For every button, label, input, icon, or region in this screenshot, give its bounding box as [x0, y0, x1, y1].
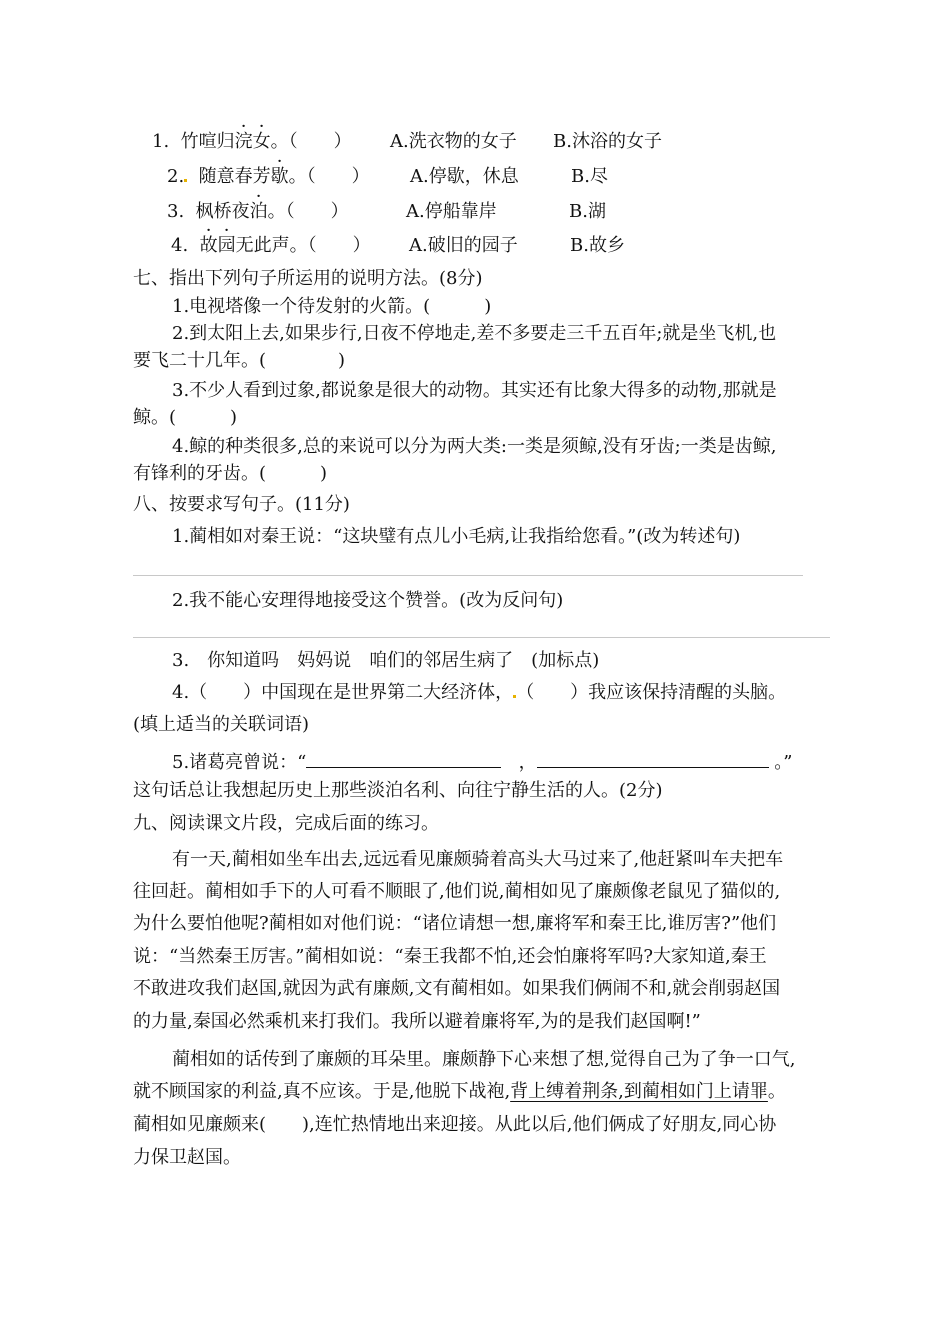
passage-p2-line: 力保卫赵国。 — [133, 1147, 241, 1168]
item-number: 4. — [171, 235, 189, 256]
dotted-char: 浣 — [234, 131, 253, 152]
underlined-sentence: 背上缚着荆条,到蔺相如门上请罪 — [510, 1081, 768, 1102]
q6-item-2 — [167, 165, 370, 189]
item-number: 1. — [152, 131, 170, 152]
option-b: B.沐浴的女子 — [553, 131, 662, 152]
passage-text: 就不顾国家的利益,真不应该。于是,他脱下战袍, — [133, 1081, 511, 1102]
s8-item-5 — [172, 747, 793, 775]
item-text: 4.（ ）中国现在是世界第二大经济体， — [172, 682, 514, 703]
s8-item-4-note: (填上适当的关联词语) — [133, 714, 310, 735]
item-bracket: 。（ ） — [267, 201, 349, 222]
s8-item-5-note: 这句话总让我想起历史上那些淡泊名利、向往宁静生活的人。(2分) — [133, 780, 663, 801]
passage-text: 。 — [767, 1081, 786, 1102]
dotted-char: 故 — [199, 235, 218, 256]
section-8-title: 八、按要求写句子。(11分) — [133, 494, 350, 515]
s7-item-3-line1: 3.不少人看到过象,都说象是很大的动物。其实还有比象大得多的动物,那就是 — [172, 380, 777, 401]
item-text: 。” — [774, 752, 793, 773]
item-text: 5.诸葛亮曾说：“ — [172, 752, 307, 773]
s8-item-1: 1.蔺相如对秦王说：“这块璧有点儿小毛病,让我指给您看。”(改为转述句) — [172, 526, 741, 547]
option-a: A.停歇，休息 — [410, 166, 519, 187]
fill-blank[interactable] — [537, 747, 769, 768]
item-text: 竹喧归 — [180, 131, 235, 152]
dotted-char: 歇 — [270, 166, 289, 187]
passage-p2-line — [133, 1080, 786, 1104]
dotted-char: 园 — [217, 235, 236, 256]
q6-item-3 — [167, 200, 349, 224]
passage-p1-line: 为什么要怕他呢?蔺相如对他们说：“诸位请想一想,廉将军和秦王比,谁厉害?”他们 — [133, 913, 777, 934]
item-number: 2. — [167, 166, 185, 187]
item-bracket: 无此声。（ ） — [235, 235, 371, 256]
answer-line[interactable] — [133, 575, 803, 576]
passage-p1-line: 有一天,蔺相如坐车出去,远远看见廉颇骑着高头大马过来了,他赶紧叫车夫把车 — [172, 849, 784, 870]
answer-line[interactable] — [133, 637, 830, 638]
passage-p2-line: 蔺相如的话传到了廉颇的耳朵里。廉颇静下心来想了想,觉得自己为了争一口气, — [172, 1049, 796, 1070]
item-bracket: 。（ ） — [288, 166, 370, 187]
passage-p1-line: 往回赶。蔺相如手下的人可看不顺眼了,他们说,蔺相如见了廉颇像老鼠见了猫似的, — [133, 881, 781, 902]
passage-p1-line: 不敢进攻我们赵国,就因为武有廉颇,文有蔺相如。如果我们俩闹不和,就会削弱赵国 — [133, 978, 781, 999]
s7-item-3-line2: 鲸。( ) — [133, 407, 238, 428]
passage-p1-line: 说：“当然秦王厉害。”蔺相如说：“秦王我都不怕,还会怕廉将军吗?大家知道,秦王 — [133, 946, 767, 967]
fill-blank[interactable] — [306, 747, 501, 768]
option-a: A.洗衣物的女子 — [390, 131, 517, 152]
option-b: B.湖 — [569, 201, 606, 222]
item-text: 随意春芳 — [198, 166, 271, 187]
option-b: B.故乡 — [570, 235, 625, 256]
dotted-char: 女 — [252, 131, 271, 152]
dotted-char: 泊 — [249, 201, 268, 222]
s7-item-4-line2: 有锋利的牙齿。( ) — [133, 463, 328, 484]
q6-item-1 — [152, 130, 352, 154]
item-bracket: 。（ ） — [270, 131, 352, 152]
comma: ， — [518, 752, 537, 773]
item-text: 枫桥夜 — [195, 201, 250, 222]
s7-item-1: 1.电视塔像一个待发射的火箭。( ) — [172, 296, 492, 317]
section-7-title: 七、指出下列句子所运用的说明方法。(8分) — [133, 268, 483, 289]
s8-item-2: 2.我不能心安理得地接受这个赞誉。(改为反问句) — [172, 590, 564, 611]
section-9-title: 九、阅读课文片段，完成后面的练习。 — [133, 813, 439, 834]
s8-item-3: 3. 你知道吗 妈妈说 咱们的邻居生病了 (加标点) — [172, 650, 600, 671]
option-b: B.尽 — [571, 166, 608, 187]
passage-p1-line: 的力量,秦国必然乘机来打我们。我所以避着廉将军,为的是我们赵国啊!” — [133, 1011, 701, 1032]
s7-item-4-line1: 4.鲸的种类很多,总的来说可以分为两大类:一类是须鲸,没有牙齿;一类是齿鲸, — [172, 436, 777, 457]
item-text: （ ）我应该保持清醒的头脑。 — [516, 682, 787, 703]
passage-p2-line: 蔺相如见廉颇来( ),连忙热情地出来迎接。从此以后,他们俩成了好朋友,同心协 — [133, 1114, 777, 1135]
option-a: A.破旧的园子 — [409, 235, 518, 256]
s7-item-2-line2: 要飞二十几年。( ) — [133, 350, 346, 371]
item-number: 3. — [167, 201, 185, 222]
s7-item-2-line1: 2.到太阳上去,如果步行,日夜不停地走,差不多要走三千五百年;就是坐飞机,也 — [172, 323, 777, 344]
q6-item-4 — [171, 234, 371, 258]
highlight-mark — [184, 179, 187, 182]
s8-item-4 — [172, 681, 786, 705]
option-a: A.停船靠岸 — [406, 201, 497, 222]
